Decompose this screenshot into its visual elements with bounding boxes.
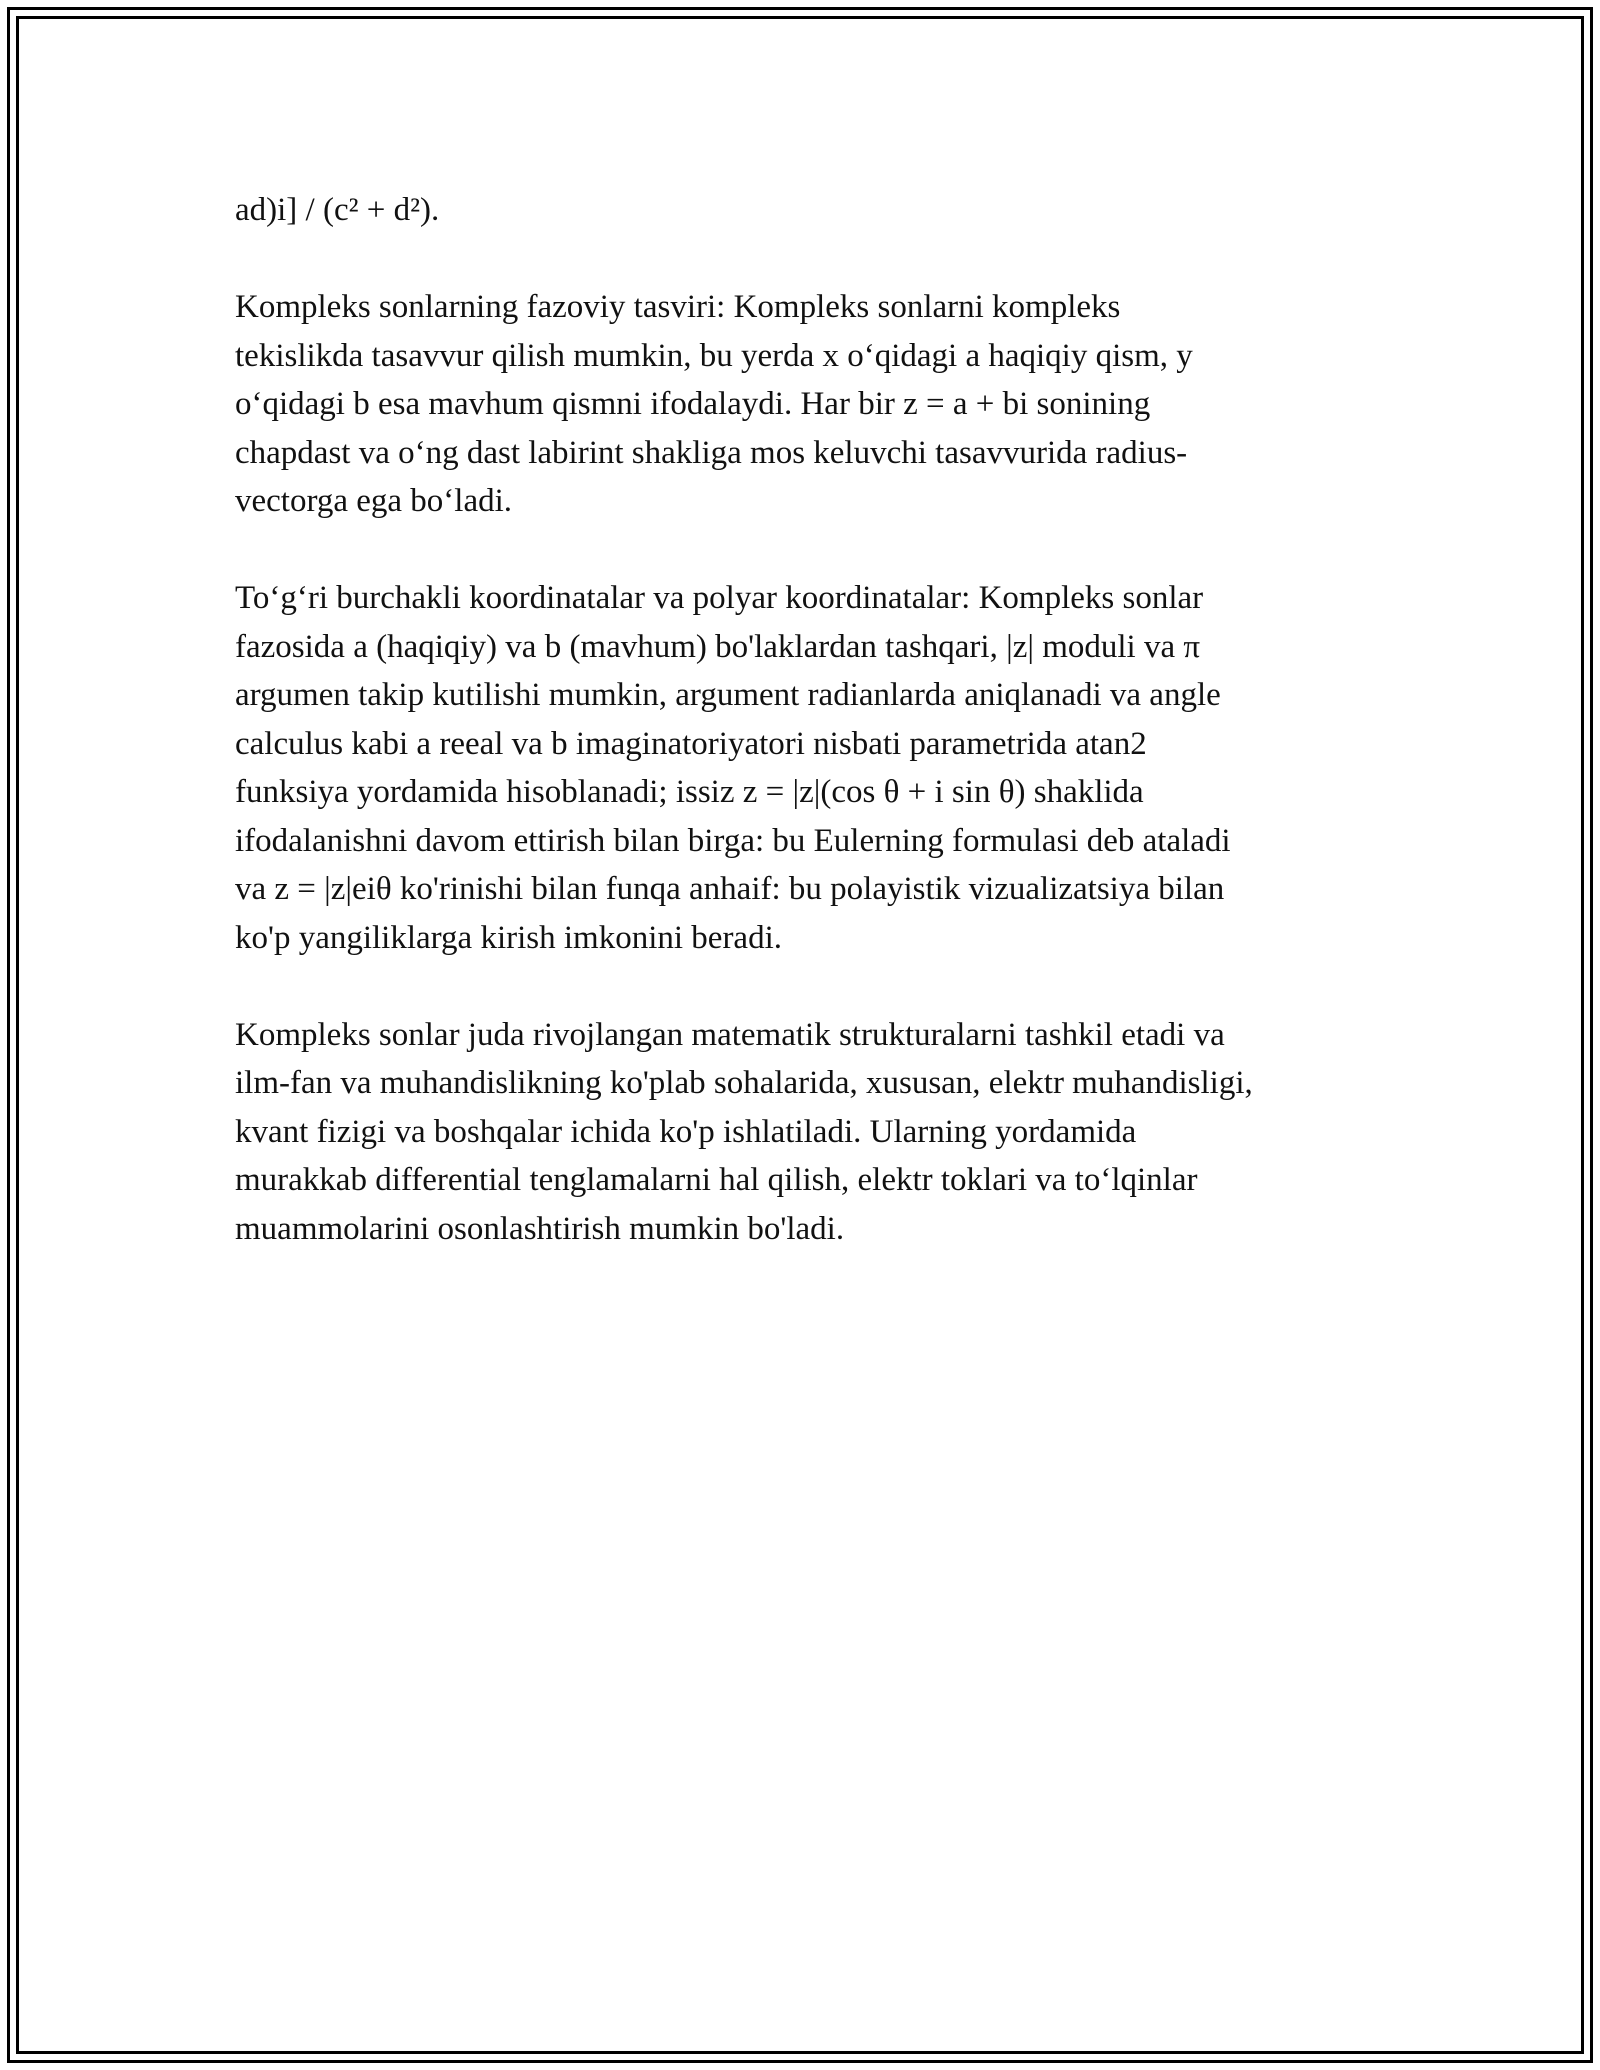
text-line: muammolarini osonlashtirish mumkin bo'ladi. <box>235 1210 845 1247</box>
text-line: Kompleks sonlarning fazoviy tasviri: Kompleks sonlarni kompleks <box>235 289 1121 325</box>
paragraph-formula-end <box>235 186 1385 235</box>
text-line: ko'p yangiliklarga kirish imkonini beradi. <box>235 919 782 956</box>
text-line: tekislikda tasavvur qilish mumkin, bu yerda x o‘qidagi a haqiqiy qism, y <box>235 337 1193 374</box>
text-line: o‘qidagi b esa mavhum qismni ifodalaydi. Har bir z = a + bi sonining <box>235 386 1151 422</box>
text-line: murakkab differential tenglamalarni hal qilish, elektr toklari va to‘lqinlar <box>235 1162 1198 1198</box>
paragraph-coordinates <box>235 574 1385 962</box>
text-line: To‘g‘ri burchakli koordinatalar va polyar koordinatalar: Kompleks sonlar <box>235 580 1204 616</box>
text-line: fazosida a (haqiqiy) va b (mavhum) bo'laklardan tashqari, |z| moduli va π <box>235 628 1201 665</box>
paragraph-spatial-representation <box>235 283 1385 526</box>
text-line: ad)i] / (c² + d²). <box>235 192 440 228</box>
text-line: ilm-fan va muhandislikning ko'plab sohalarida, xususan, elektr muhandisligi, <box>235 1065 1253 1101</box>
paragraph-applications <box>235 1011 1385 1254</box>
document-body <box>235 186 1385 1302</box>
text-line: vectorga ega bo‘ladi. <box>235 483 513 519</box>
text-line: kvant fizigi va boshqalar ichida ko'p ishlatiladi. Ularning yordamida <box>235 1113 1137 1150</box>
text-line: va z = |z|eiθ ko'rinishi bilan funqa anhaif: bu polayistik vizualizatsiya bilan <box>235 871 1225 907</box>
text-line: calculus kabi a reeal va b imaginatoriyatori nisbati parametrida atan2 <box>235 725 1147 762</box>
text-line: funksiya yordamida hisoblanadi; issiz z = |z|(cos θ + i sin θ) shaklida <box>235 774 1144 810</box>
text-line: ifodalanishni davom ettirish bilan birga: bu Eulerning formulasi deb ataladi <box>235 822 1231 859</box>
text-line: Kompleks sonlar juda rivojlangan matematik strukturalarni tashkil etadi va <box>235 1016 1225 1053</box>
text-line: argumen takip kutilishi mumkin, argument radianlarda aniqlanadi va angle <box>235 677 1221 713</box>
text-line: chapdast va o‘ng dast labirint shakliga mos keluvchi tasavvurida radius- <box>235 434 1188 471</box>
